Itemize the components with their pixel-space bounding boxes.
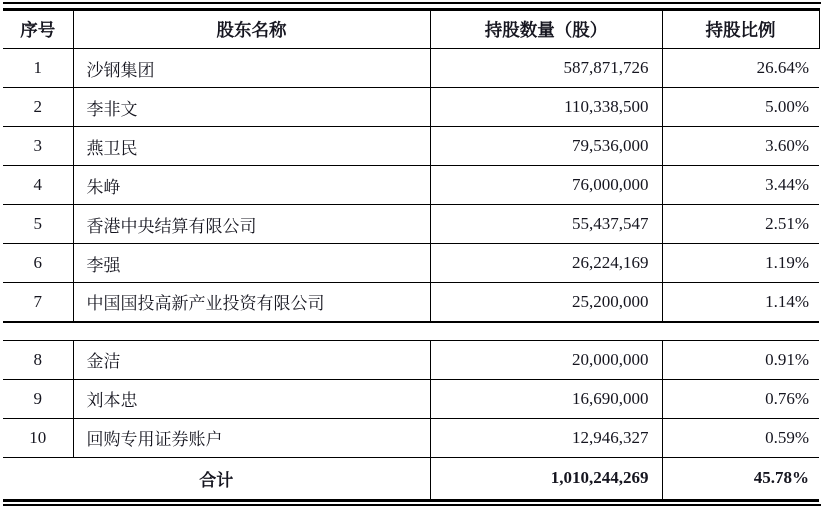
cell-ratio: 0.76% — [662, 379, 819, 418]
cell-index: 1 — [3, 49, 73, 88]
table-row — [3, 418, 819, 457]
cell-shareholder-name: 中国国投高新产业投资有限公司 — [73, 283, 430, 322]
cell-index: 4 — [3, 166, 73, 205]
shareholders-table-lower — [3, 340, 819, 502]
cell-shareholder-name: 李强 — [73, 244, 430, 283]
cell-shareholder-name: 香港中央结算有限公司 — [73, 205, 430, 244]
cell-index: 10 — [3, 418, 73, 457]
header-index: 序号 — [3, 10, 73, 49]
cell-ratio: 3.60% — [662, 127, 819, 166]
cell-ratio: 3.44% — [662, 166, 819, 205]
cell-index: 7 — [3, 283, 73, 322]
cell-ratio: 1.14% — [662, 283, 819, 322]
cell-shares: 16,690,000 — [430, 379, 662, 418]
header-shareholding-ratio: 持股比例 — [662, 10, 819, 49]
cell-index: 6 — [3, 244, 73, 283]
cell-shares: 25,200,000 — [430, 283, 662, 322]
cell-shareholder-name: 金洁 — [73, 340, 430, 379]
cell-shares: 110,338,500 — [430, 88, 662, 127]
cell-index: 5 — [3, 205, 73, 244]
total-label: 合计 — [3, 457, 430, 500]
cell-index: 8 — [3, 340, 73, 379]
cell-index: 2 — [3, 88, 73, 127]
table-row — [3, 127, 819, 166]
header-row — [3, 10, 819, 49]
cell-ratio: 26.64% — [662, 49, 819, 88]
cell-shareholder-name: 沙钢集团 — [73, 49, 430, 88]
cell-ratio: 0.91% — [662, 340, 819, 379]
cell-shares: 55,437,547 — [430, 205, 662, 244]
cell-shareholder-name: 回购专用证券账户 — [73, 418, 430, 457]
cell-shareholder-name: 刘本忠 — [73, 379, 430, 418]
table-row — [3, 166, 819, 205]
cell-index: 9 — [3, 379, 73, 418]
cell-shareholder-name: 燕卫民 — [73, 127, 430, 166]
cell-shares: 79,536,000 — [430, 127, 662, 166]
cell-shares: 76,000,000 — [430, 166, 662, 205]
cell-ratio: 0.59% — [662, 418, 819, 457]
top-rule — [3, 2, 821, 4]
bottom-rule — [3, 504, 821, 506]
cell-ratio: 5.00% — [662, 88, 819, 127]
table-row — [3, 283, 819, 322]
table-section-gap — [3, 323, 821, 340]
table-row — [3, 88, 819, 127]
table-row — [3, 49, 819, 88]
header-shares-held: 持股数量（股） — [430, 10, 662, 49]
cell-shareholder-name: 朱峥 — [73, 166, 430, 205]
cell-ratio: 2.51% — [662, 205, 819, 244]
cell-ratio: 1.19% — [662, 244, 819, 283]
shareholders-table-upper — [3, 8, 820, 323]
table-row — [3, 340, 819, 379]
cell-shares: 12,946,327 — [430, 418, 662, 457]
total-row — [3, 457, 819, 500]
total-shares: 1,010,244,269 — [430, 457, 662, 500]
table-row — [3, 205, 819, 244]
cell-shares: 587,871,726 — [430, 49, 662, 88]
total-ratio: 45.78% — [662, 457, 819, 500]
table-row — [3, 244, 819, 283]
cell-shares: 20,000,000 — [430, 340, 662, 379]
cell-shares: 26,224,169 — [430, 244, 662, 283]
header-shareholder-name: 股东名称 — [73, 10, 430, 49]
table-row — [3, 379, 819, 418]
cell-shareholder-name: 李非文 — [73, 88, 430, 127]
cell-index: 3 — [3, 127, 73, 166]
